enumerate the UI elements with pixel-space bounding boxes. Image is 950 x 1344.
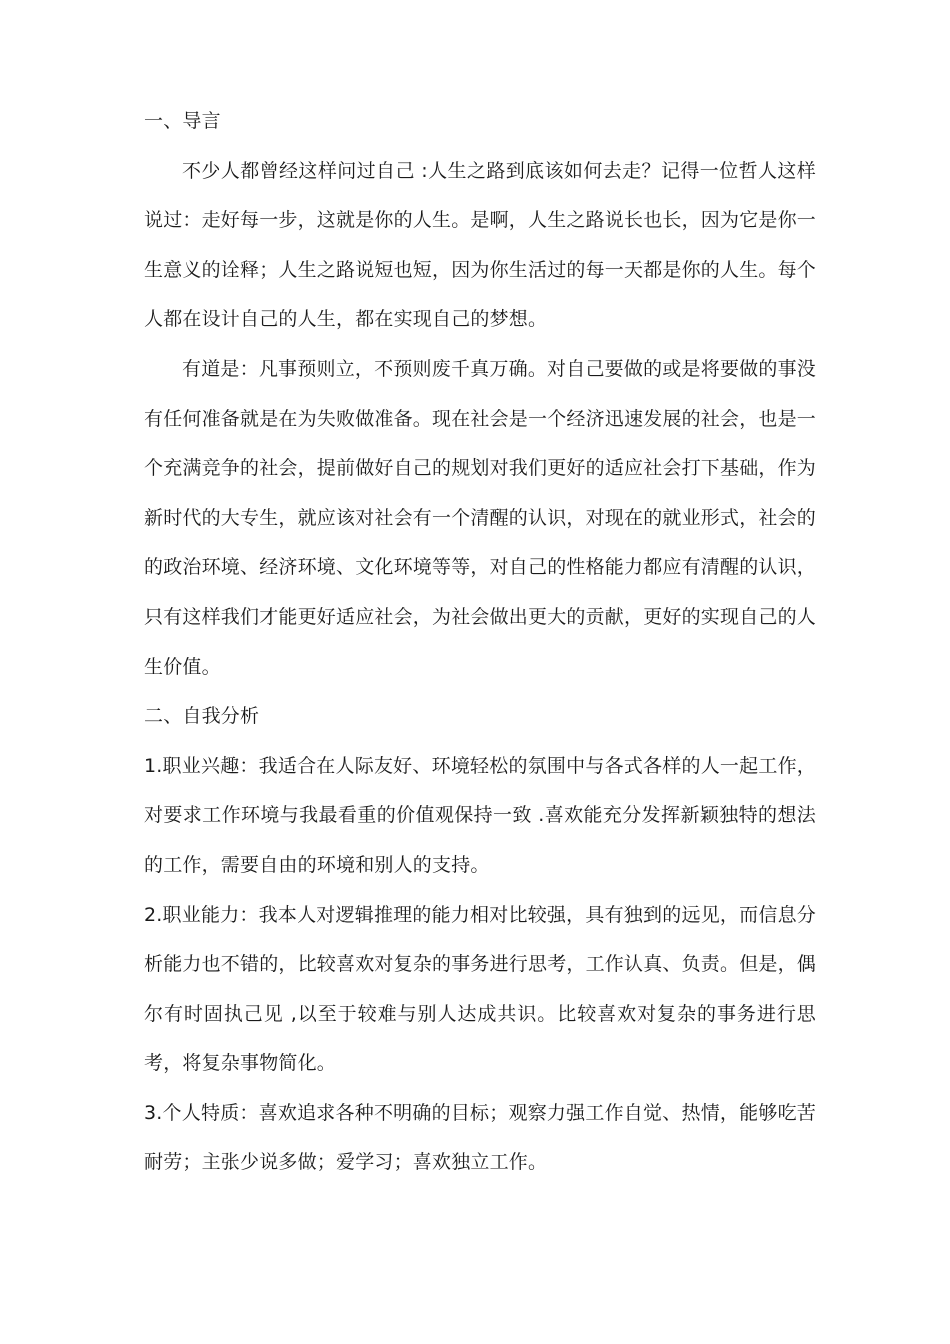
introduction-paragraph-2: 有道是：凡事预则立，不预则废千真万确。对自己要做的或是将要做的事没有任何准备就是在为失败做准备。现在社会是一个经济迅速发展的社会，也是一个充满竞争的社会，提前做好自己的规划对我们更好的适应社会打下基础，作为新时代的大专生，就应该对社会有一个清醒的认识，对现在的就业形式，社会的的政治环境、经济环境、文化环境等等，对自己的性格能力都应有清醒的认识，只有这样我们才能更好适应社会，为社会做出更大的贡献，更好的实现自己的人生价值。: [144, 357, 817, 678]
self-analysis-item-career-ability: 2.职业能力：我本人对逻辑推理的能力相对比较强，具有独到的远见，而信息分析能力也不错的，比较喜欢对复杂的事务进行思考，工作认真、负责。但是，偶尔有时固执己见 ,以至于较难与别人达成共识。比较喜欢对复杂的事务进行思考，将复杂事物简化。: [144, 903, 817, 1075]
section-heading-introduction: 一、导言: [144, 110, 221, 132]
document-page: [144, 97, 816, 1188]
self-analysis-item-career-interest: 1.职业兴趣：我适合在人际友好、环境轻松的氛围中与各式各样的人一起工作，对要求工作环境与我最看重的价值观保持一致 .喜欢能充分发挥新颖独特的想法的工作，需要自由的环境和别人的支持。: [144, 754, 816, 876]
introduction-paragraph-1: 不少人都曾经这样问过自己 :人生之路到底该如何去走？记得一位哲人这样说过：走好每一步，这就是你的人生。是啊，人生之路说长也长，因为它是你一生意义的诠释；人生之路说短也短，因为你生活过的每一天都是你的人生。每个人都在设计自己的人生，都在实现自己的梦想。: [144, 159, 817, 331]
self-analysis-item-personal-traits: 3.个人特质：喜欢追求各种不明确的目标；观察力强工作自觉、热情，能够吃苦耐劳；主张少说多做；爱学习；喜欢独立工作。: [144, 1101, 816, 1174]
section-heading-self-analysis: 二、自我分析: [144, 705, 260, 728]
